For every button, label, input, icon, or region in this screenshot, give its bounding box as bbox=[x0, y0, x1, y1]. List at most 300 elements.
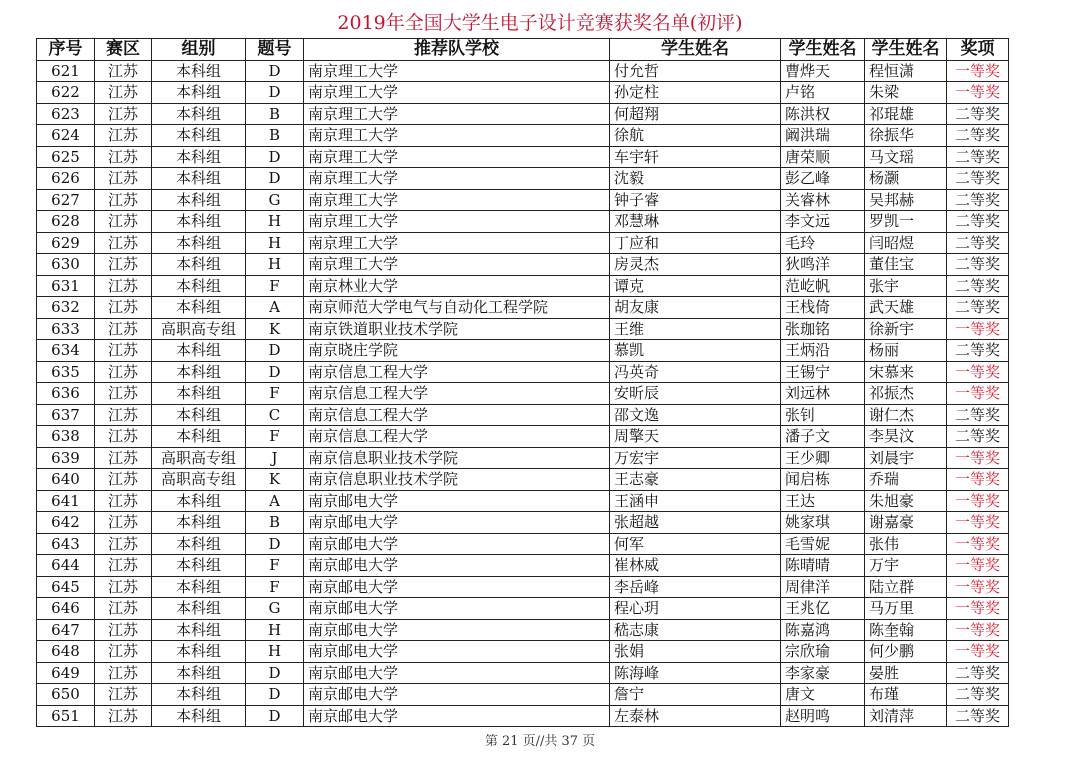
cell-student-1: 詹宁 bbox=[610, 684, 781, 706]
cell-student-2: 彭乙峰 bbox=[781, 168, 865, 190]
cell-student-2: 陈洪权 bbox=[781, 103, 865, 125]
cell-group: 本科组 bbox=[152, 598, 246, 620]
cell-group: 本科组 bbox=[152, 490, 246, 512]
cell-student-2: 阚洪瑞 bbox=[781, 125, 865, 147]
table-row bbox=[37, 598, 1009, 620]
cell-topic: A bbox=[246, 297, 304, 319]
cell-student-1: 王涵申 bbox=[610, 490, 781, 512]
cell-topic: D bbox=[246, 146, 304, 168]
table-row bbox=[37, 404, 1009, 426]
header-student-3: 学生姓名 bbox=[865, 39, 947, 61]
cell-student-2: 刘远林 bbox=[781, 383, 865, 405]
cell-school: 南京信息工程大学 bbox=[304, 361, 610, 383]
cell-student-1: 周擎天 bbox=[610, 426, 781, 448]
cell-region: 江苏 bbox=[95, 490, 152, 512]
cell-student-2: 王栈倚 bbox=[781, 297, 865, 319]
cell-award: 二等奖 bbox=[947, 211, 1009, 233]
cell-school: 南京晓庄学院 bbox=[304, 340, 610, 362]
cell-student-3: 朱旭豪 bbox=[865, 490, 947, 512]
cell-student-1: 慕凯 bbox=[610, 340, 781, 362]
table-row bbox=[37, 684, 1009, 706]
cell-school: 南京理工大学 bbox=[304, 82, 610, 104]
cell-topic: C bbox=[246, 404, 304, 426]
cell-award: 一等奖 bbox=[947, 447, 1009, 469]
cell-topic: F bbox=[246, 383, 304, 405]
page-title: 2019年全国大学生电子设计竞赛获奖名单(初评) bbox=[337, 12, 743, 34]
cell-serial: 640 bbox=[37, 469, 95, 491]
cell-topic: J bbox=[246, 447, 304, 469]
header-student-2: 学生姓名 bbox=[781, 39, 865, 61]
cell-student-3: 陈奎翰 bbox=[865, 619, 947, 641]
cell-group: 本科组 bbox=[152, 641, 246, 663]
table-row bbox=[37, 211, 1009, 233]
cell-student-2: 范屹帆 bbox=[781, 275, 865, 297]
cell-group: 本科组 bbox=[152, 125, 246, 147]
cell-group: 高职高专组 bbox=[152, 469, 246, 491]
table-body bbox=[37, 60, 1009, 727]
cell-award: 一等奖 bbox=[947, 60, 1009, 82]
cell-group: 本科组 bbox=[152, 533, 246, 555]
cell-student-2: 唐荣顺 bbox=[781, 146, 865, 168]
cell-student-1: 崔林威 bbox=[610, 555, 781, 577]
cell-topic: D bbox=[246, 684, 304, 706]
cell-award: 一等奖 bbox=[947, 576, 1009, 598]
cell-topic: B bbox=[246, 103, 304, 125]
cell-region: 江苏 bbox=[95, 512, 152, 534]
cell-region: 江苏 bbox=[95, 684, 152, 706]
cell-student-1: 孙定柱 bbox=[610, 82, 781, 104]
cell-award: 二等奖 bbox=[947, 146, 1009, 168]
cell-award: 二等奖 bbox=[947, 275, 1009, 297]
cell-region: 江苏 bbox=[95, 189, 152, 211]
cell-student-3: 罗凯一 bbox=[865, 211, 947, 233]
cell-award: 二等奖 bbox=[947, 189, 1009, 211]
cell-topic: F bbox=[246, 555, 304, 577]
cell-school: 南京信息工程大学 bbox=[304, 426, 610, 448]
cell-school: 南京邮电大学 bbox=[304, 490, 610, 512]
cell-student-3: 吴邦赫 bbox=[865, 189, 947, 211]
cell-student-3: 董佳宝 bbox=[865, 254, 947, 276]
cell-award: 二等奖 bbox=[947, 254, 1009, 276]
cell-topic: G bbox=[246, 598, 304, 620]
cell-region: 江苏 bbox=[95, 426, 152, 448]
cell-region: 江苏 bbox=[95, 125, 152, 147]
cell-region: 江苏 bbox=[95, 275, 152, 297]
cell-group: 本科组 bbox=[152, 103, 246, 125]
header-topic: 题号 bbox=[246, 39, 304, 61]
cell-serial: 651 bbox=[37, 705, 95, 727]
cell-student-2: 陈嘉鸿 bbox=[781, 619, 865, 641]
cell-student-3: 徐振华 bbox=[865, 125, 947, 147]
cell-school: 南京理工大学 bbox=[304, 146, 610, 168]
table-row bbox=[37, 641, 1009, 663]
cell-award: 二等奖 bbox=[947, 684, 1009, 706]
cell-topic: B bbox=[246, 512, 304, 534]
cell-student-3: 宋慕来 bbox=[865, 361, 947, 383]
cell-student-3: 何少鹏 bbox=[865, 641, 947, 663]
cell-region: 江苏 bbox=[95, 641, 152, 663]
cell-student-2: 张珈铭 bbox=[781, 318, 865, 340]
cell-student-1: 安昕辰 bbox=[610, 383, 781, 405]
cell-student-3: 闫昭煜 bbox=[865, 232, 947, 254]
cell-school: 南京理工大学 bbox=[304, 168, 610, 190]
cell-topic: D bbox=[246, 340, 304, 362]
cell-group: 本科组 bbox=[152, 361, 246, 383]
cell-topic: H bbox=[246, 254, 304, 276]
header-group: 组别 bbox=[152, 39, 246, 61]
cell-topic: K bbox=[246, 318, 304, 340]
cell-award: 一等奖 bbox=[947, 318, 1009, 340]
cell-group: 本科组 bbox=[152, 211, 246, 233]
cell-topic: K bbox=[246, 469, 304, 491]
cell-group: 本科组 bbox=[152, 168, 246, 190]
cell-student-2: 卢铭 bbox=[781, 82, 865, 104]
cell-serial: 648 bbox=[37, 641, 95, 663]
cell-region: 江苏 bbox=[95, 318, 152, 340]
cell-award: 二等奖 bbox=[947, 404, 1009, 426]
cell-topic: G bbox=[246, 189, 304, 211]
cell-serial: 630 bbox=[37, 254, 95, 276]
cell-school: 南京邮电大学 bbox=[304, 598, 610, 620]
table-row bbox=[37, 361, 1009, 383]
cell-group: 本科组 bbox=[152, 60, 246, 82]
cell-region: 江苏 bbox=[95, 662, 152, 684]
cell-award: 一等奖 bbox=[947, 641, 1009, 663]
cell-student-2: 姚家琪 bbox=[781, 512, 865, 534]
table-header-row bbox=[37, 39, 1009, 61]
table-row bbox=[37, 232, 1009, 254]
cell-award: 一等奖 bbox=[947, 619, 1009, 641]
cell-student-3: 谢仁杰 bbox=[865, 404, 947, 426]
cell-serial: 644 bbox=[37, 555, 95, 577]
cell-student-1: 沈毅 bbox=[610, 168, 781, 190]
cell-topic: D bbox=[246, 361, 304, 383]
cell-school: 南京理工大学 bbox=[304, 189, 610, 211]
cell-group: 本科组 bbox=[152, 662, 246, 684]
cell-student-3: 杨丽 bbox=[865, 340, 947, 362]
cell-student-1: 冯英奇 bbox=[610, 361, 781, 383]
cell-award: 一等奖 bbox=[947, 469, 1009, 491]
cell-student-1: 何军 bbox=[610, 533, 781, 555]
table-row bbox=[37, 512, 1009, 534]
cell-region: 江苏 bbox=[95, 598, 152, 620]
cell-group: 本科组 bbox=[152, 297, 246, 319]
cell-award: 二等奖 bbox=[947, 168, 1009, 190]
cell-group: 本科组 bbox=[152, 232, 246, 254]
cell-serial: 636 bbox=[37, 383, 95, 405]
cell-group: 高职高专组 bbox=[152, 447, 246, 469]
cell-region: 江苏 bbox=[95, 576, 152, 598]
cell-student-3: 李昊汶 bbox=[865, 426, 947, 448]
cell-student-2: 毛玲 bbox=[781, 232, 865, 254]
header-school: 推荐队学校 bbox=[304, 39, 610, 61]
cell-award: 二等奖 bbox=[947, 705, 1009, 727]
cell-student-1: 陈海峰 bbox=[610, 662, 781, 684]
cell-serial: 646 bbox=[37, 598, 95, 620]
cell-student-1: 嵇志康 bbox=[610, 619, 781, 641]
cell-school: 南京师范大学电气与自动化工程学院 bbox=[304, 297, 610, 319]
cell-student-3: 万宇 bbox=[865, 555, 947, 577]
table-row bbox=[37, 469, 1009, 491]
cell-serial: 643 bbox=[37, 533, 95, 555]
cell-award: 二等奖 bbox=[947, 297, 1009, 319]
cell-award: 二等奖 bbox=[947, 232, 1009, 254]
cell-student-3: 晏胜 bbox=[865, 662, 947, 684]
cell-serial: 622 bbox=[37, 82, 95, 104]
cell-student-1: 张娟 bbox=[610, 641, 781, 663]
cell-topic: D bbox=[246, 662, 304, 684]
cell-region: 江苏 bbox=[95, 146, 152, 168]
cell-student-1: 王维 bbox=[610, 318, 781, 340]
cell-group: 高职高专组 bbox=[152, 318, 246, 340]
cell-student-1: 何超翔 bbox=[610, 103, 781, 125]
cell-student-2: 李家豪 bbox=[781, 662, 865, 684]
cell-group: 本科组 bbox=[152, 619, 246, 641]
cell-award: 一等奖 bbox=[947, 82, 1009, 104]
table-row bbox=[37, 576, 1009, 598]
cell-student-1: 李岳峰 bbox=[610, 576, 781, 598]
cell-group: 本科组 bbox=[152, 189, 246, 211]
cell-student-1: 房灵杰 bbox=[610, 254, 781, 276]
cell-serial: 631 bbox=[37, 275, 95, 297]
cell-award: 二等奖 bbox=[947, 426, 1009, 448]
table-row bbox=[37, 662, 1009, 684]
cell-student-3: 杨灏 bbox=[865, 168, 947, 190]
cell-serial: 641 bbox=[37, 490, 95, 512]
cell-region: 江苏 bbox=[95, 254, 152, 276]
table-row bbox=[37, 383, 1009, 405]
cell-school: 南京林业大学 bbox=[304, 275, 610, 297]
cell-region: 江苏 bbox=[95, 103, 152, 125]
cell-serial: 629 bbox=[37, 232, 95, 254]
cell-student-3: 马文瑶 bbox=[865, 146, 947, 168]
cell-student-3: 谢嘉豪 bbox=[865, 512, 947, 534]
cell-student-3: 武天雄 bbox=[865, 297, 947, 319]
cell-group: 本科组 bbox=[152, 576, 246, 598]
cell-school: 南京信息职业技术学院 bbox=[304, 469, 610, 491]
cell-serial: 638 bbox=[37, 426, 95, 448]
cell-student-3: 程恒潇 bbox=[865, 60, 947, 82]
cell-school: 南京邮电大学 bbox=[304, 705, 610, 727]
header-region: 赛区 bbox=[95, 39, 152, 61]
cell-student-2: 毛雪妮 bbox=[781, 533, 865, 555]
cell-school: 南京理工大学 bbox=[304, 103, 610, 125]
cell-student-1: 邵文逸 bbox=[610, 404, 781, 426]
cell-student-2: 关睿林 bbox=[781, 189, 865, 211]
cell-school: 南京邮电大学 bbox=[304, 641, 610, 663]
cell-topic: D bbox=[246, 533, 304, 555]
cell-group: 本科组 bbox=[152, 404, 246, 426]
cell-student-1: 付允哲 bbox=[610, 60, 781, 82]
cell-student-2: 张钊 bbox=[781, 404, 865, 426]
table-row bbox=[37, 189, 1009, 211]
cell-serial: 628 bbox=[37, 211, 95, 233]
cell-student-1: 邓慧琳 bbox=[610, 211, 781, 233]
cell-school: 南京理工大学 bbox=[304, 232, 610, 254]
cell-student-1: 万宏宇 bbox=[610, 447, 781, 469]
cell-region: 江苏 bbox=[95, 340, 152, 362]
cell-award: 一等奖 bbox=[947, 555, 1009, 577]
cell-region: 江苏 bbox=[95, 705, 152, 727]
cell-serial: 623 bbox=[37, 103, 95, 125]
cell-student-3: 陆立群 bbox=[865, 576, 947, 598]
cell-serial: 626 bbox=[37, 168, 95, 190]
cell-award: 一等奖 bbox=[947, 512, 1009, 534]
cell-topic: F bbox=[246, 426, 304, 448]
cell-serial: 633 bbox=[37, 318, 95, 340]
header-serial: 序号 bbox=[37, 39, 95, 61]
cell-award: 一等奖 bbox=[947, 490, 1009, 512]
cell-serial: 649 bbox=[37, 662, 95, 684]
cell-student-2: 陈晴晴 bbox=[781, 555, 865, 577]
cell-student-1: 胡友康 bbox=[610, 297, 781, 319]
table-row bbox=[37, 125, 1009, 147]
cell-student-2: 王炳沿 bbox=[781, 340, 865, 362]
table-row bbox=[37, 82, 1009, 104]
cell-topic: D bbox=[246, 168, 304, 190]
cell-school: 南京信息工程大学 bbox=[304, 383, 610, 405]
cell-serial: 639 bbox=[37, 447, 95, 469]
cell-school: 南京理工大学 bbox=[304, 211, 610, 233]
cell-award: 一等奖 bbox=[947, 361, 1009, 383]
cell-topic: H bbox=[246, 641, 304, 663]
cell-serial: 635 bbox=[37, 361, 95, 383]
cell-region: 江苏 bbox=[95, 60, 152, 82]
table-row bbox=[37, 168, 1009, 190]
cell-student-2: 李文远 bbox=[781, 211, 865, 233]
cell-school: 南京理工大学 bbox=[304, 254, 610, 276]
cell-serial: 627 bbox=[37, 189, 95, 211]
table-row bbox=[37, 555, 1009, 577]
cell-student-2: 宗欣瑜 bbox=[781, 641, 865, 663]
cell-region: 江苏 bbox=[95, 82, 152, 104]
cell-student-2: 王达 bbox=[781, 490, 865, 512]
cell-student-3: 乔瑞 bbox=[865, 469, 947, 491]
cell-student-3: 祁振杰 bbox=[865, 383, 947, 405]
cell-region: 江苏 bbox=[95, 555, 152, 577]
cell-school: 南京邮电大学 bbox=[304, 555, 610, 577]
cell-student-2: 赵明鸣 bbox=[781, 705, 865, 727]
cell-award: 二等奖 bbox=[947, 340, 1009, 362]
header-student-1: 学生姓名 bbox=[610, 39, 781, 61]
cell-student-1: 左泰林 bbox=[610, 705, 781, 727]
cell-student-3: 张伟 bbox=[865, 533, 947, 555]
cell-student-3: 刘晨宇 bbox=[865, 447, 947, 469]
table-row bbox=[37, 426, 1009, 448]
cell-region: 江苏 bbox=[95, 404, 152, 426]
cell-region: 江苏 bbox=[95, 447, 152, 469]
cell-group: 本科组 bbox=[152, 555, 246, 577]
cell-group: 本科组 bbox=[152, 684, 246, 706]
cell-region: 江苏 bbox=[95, 383, 152, 405]
cell-student-3: 布瑾 bbox=[865, 684, 947, 706]
cell-student-3: 祁琨雄 bbox=[865, 103, 947, 125]
table-row bbox=[37, 340, 1009, 362]
cell-student-3: 张宇 bbox=[865, 275, 947, 297]
cell-school: 南京邮电大学 bbox=[304, 662, 610, 684]
cell-region: 江苏 bbox=[95, 361, 152, 383]
table-row bbox=[37, 146, 1009, 168]
cell-serial: 642 bbox=[37, 512, 95, 534]
cell-topic: B bbox=[246, 125, 304, 147]
cell-student-2: 王兆亿 bbox=[781, 598, 865, 620]
cell-serial: 634 bbox=[37, 340, 95, 362]
table-row bbox=[37, 318, 1009, 340]
cell-student-2: 王少卿 bbox=[781, 447, 865, 469]
table-row bbox=[37, 254, 1009, 276]
cell-serial: 645 bbox=[37, 576, 95, 598]
cell-school: 南京邮电大学 bbox=[304, 512, 610, 534]
cell-serial: 624 bbox=[37, 125, 95, 147]
cell-serial: 647 bbox=[37, 619, 95, 641]
cell-region: 江苏 bbox=[95, 619, 152, 641]
cell-student-2: 曹烨天 bbox=[781, 60, 865, 82]
cell-student-2: 王锡宁 bbox=[781, 361, 865, 383]
award-table bbox=[36, 38, 1009, 727]
cell-topic: A bbox=[246, 490, 304, 512]
cell-school: 南京邮电大学 bbox=[304, 619, 610, 641]
cell-student-1: 程心玥 bbox=[610, 598, 781, 620]
cell-student-2: 唐文 bbox=[781, 684, 865, 706]
cell-group: 本科组 bbox=[152, 82, 246, 104]
cell-region: 江苏 bbox=[95, 232, 152, 254]
cell-serial: 625 bbox=[37, 146, 95, 168]
cell-student-1: 徐航 bbox=[610, 125, 781, 147]
table-row bbox=[37, 297, 1009, 319]
page-footer: 第 21 页//共 37 页 bbox=[484, 734, 596, 749]
cell-student-1: 谭克 bbox=[610, 275, 781, 297]
cell-school: 南京理工大学 bbox=[304, 125, 610, 147]
cell-student-2: 潘子文 bbox=[781, 426, 865, 448]
cell-group: 本科组 bbox=[152, 275, 246, 297]
cell-serial: 650 bbox=[37, 684, 95, 706]
cell-topic: F bbox=[246, 275, 304, 297]
cell-group: 本科组 bbox=[152, 512, 246, 534]
cell-region: 江苏 bbox=[95, 297, 152, 319]
table-row bbox=[37, 60, 1009, 82]
cell-student-2: 狄鸣洋 bbox=[781, 254, 865, 276]
cell-group: 本科组 bbox=[152, 340, 246, 362]
cell-group: 本科组 bbox=[152, 383, 246, 405]
table-row bbox=[37, 275, 1009, 297]
cell-region: 江苏 bbox=[95, 168, 152, 190]
cell-region: 江苏 bbox=[95, 469, 152, 491]
cell-student-3: 刘清萍 bbox=[865, 705, 947, 727]
cell-school: 南京信息工程大学 bbox=[304, 404, 610, 426]
cell-topic: F bbox=[246, 576, 304, 598]
cell-region: 江苏 bbox=[95, 533, 152, 555]
table-row bbox=[37, 490, 1009, 512]
cell-student-3: 徐新宇 bbox=[865, 318, 947, 340]
cell-student-1: 王志豪 bbox=[610, 469, 781, 491]
cell-award: 一等奖 bbox=[947, 533, 1009, 555]
cell-school: 南京邮电大学 bbox=[304, 533, 610, 555]
cell-school: 南京铁道职业技术学院 bbox=[304, 318, 610, 340]
cell-student-1: 张超越 bbox=[610, 512, 781, 534]
cell-region: 江苏 bbox=[95, 211, 152, 233]
table-row bbox=[37, 103, 1009, 125]
cell-award: 二等奖 bbox=[947, 125, 1009, 147]
cell-group: 本科组 bbox=[152, 705, 246, 727]
cell-topic: H bbox=[246, 619, 304, 641]
cell-serial: 637 bbox=[37, 404, 95, 426]
cell-group: 本科组 bbox=[152, 426, 246, 448]
cell-student-2: 周律洋 bbox=[781, 576, 865, 598]
cell-award: 一等奖 bbox=[947, 383, 1009, 405]
cell-school: 南京理工大学 bbox=[304, 60, 610, 82]
table-row bbox=[37, 619, 1009, 641]
cell-school: 南京信息职业技术学院 bbox=[304, 447, 610, 469]
